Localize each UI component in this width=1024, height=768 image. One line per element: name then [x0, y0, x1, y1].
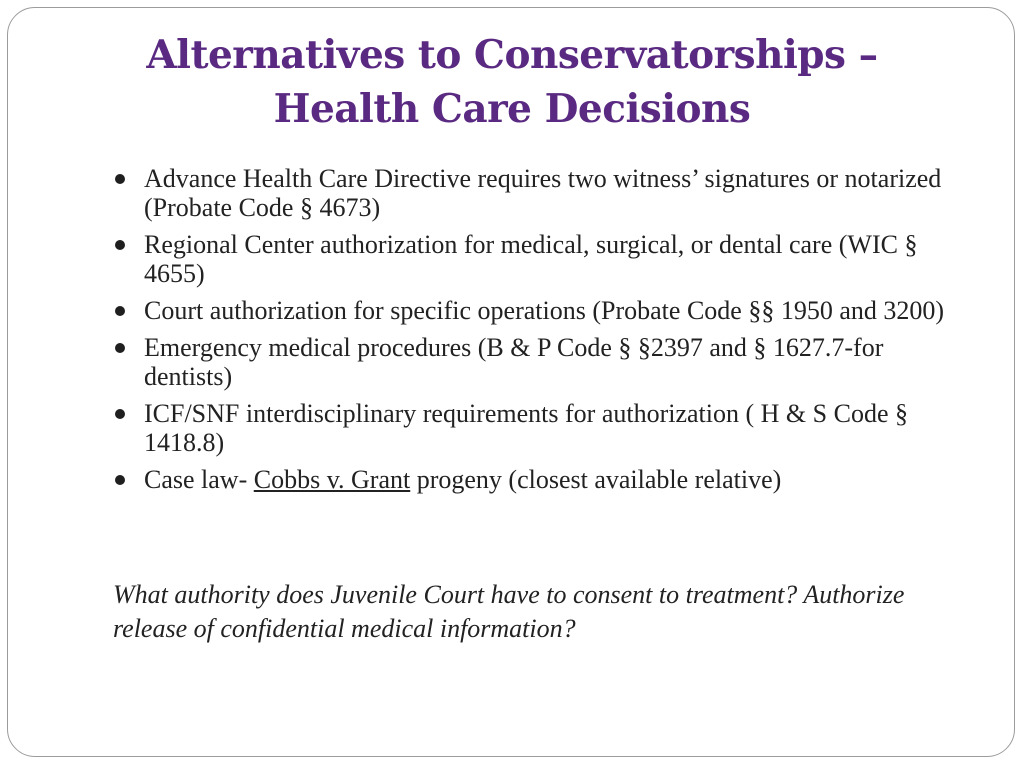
bullet-text: Advance Health Care Directive requires two witness’ signatures or notarized (Probate Code § 4673) — [144, 164, 942, 222]
slide-title-line-1: Alternatives to Conservatorships – — [146, 32, 878, 78]
bullet-item — [113, 333, 973, 391]
slide-title — [0, 28, 1024, 136]
bullet-item — [113, 465, 973, 494]
bullet-text-suffix: progeny (closest available relative) — [410, 465, 782, 494]
bullet-text: ICF/SNF interdisciplinary requirements for authorization ( H & S Code § 1418.8) — [144, 399, 908, 457]
bullet-dot-icon — [115, 174, 125, 184]
bullet-dot-icon — [115, 475, 125, 485]
bullet-text: Emergency medical procedures (B & P Code § §2397 and § 1627.7-for dentists) — [144, 333, 884, 391]
bullet-dot-icon — [115, 409, 125, 419]
bullet-dot-icon — [115, 240, 125, 250]
bullet-item — [113, 399, 973, 457]
bullet-item — [113, 296, 973, 325]
closing-question: What authority does Juvenile Court have to consent to treatment? Authorize release of confidential medical information? — [113, 580, 905, 643]
bullet-item — [113, 230, 973, 288]
bullet-text: Court authorization for specific operations (Probate Code §§ 1950 and 3200) — [144, 296, 945, 325]
case-law-link[interactable]: Cobbs v. Grant — [253, 465, 411, 494]
bullet-item — [113, 164, 973, 222]
bullet-text-prefix: Case law- — [144, 465, 254, 494]
slide-title-line-2: Health Care Decisions — [273, 86, 751, 132]
bullet-dot-icon — [115, 343, 125, 353]
bullet-text: Regional Center authorization for medical, surgical, or dental care (WIC § 4655) — [144, 230, 918, 288]
bullet-dot-icon — [115, 306, 125, 316]
bullet-list — [113, 164, 973, 502]
